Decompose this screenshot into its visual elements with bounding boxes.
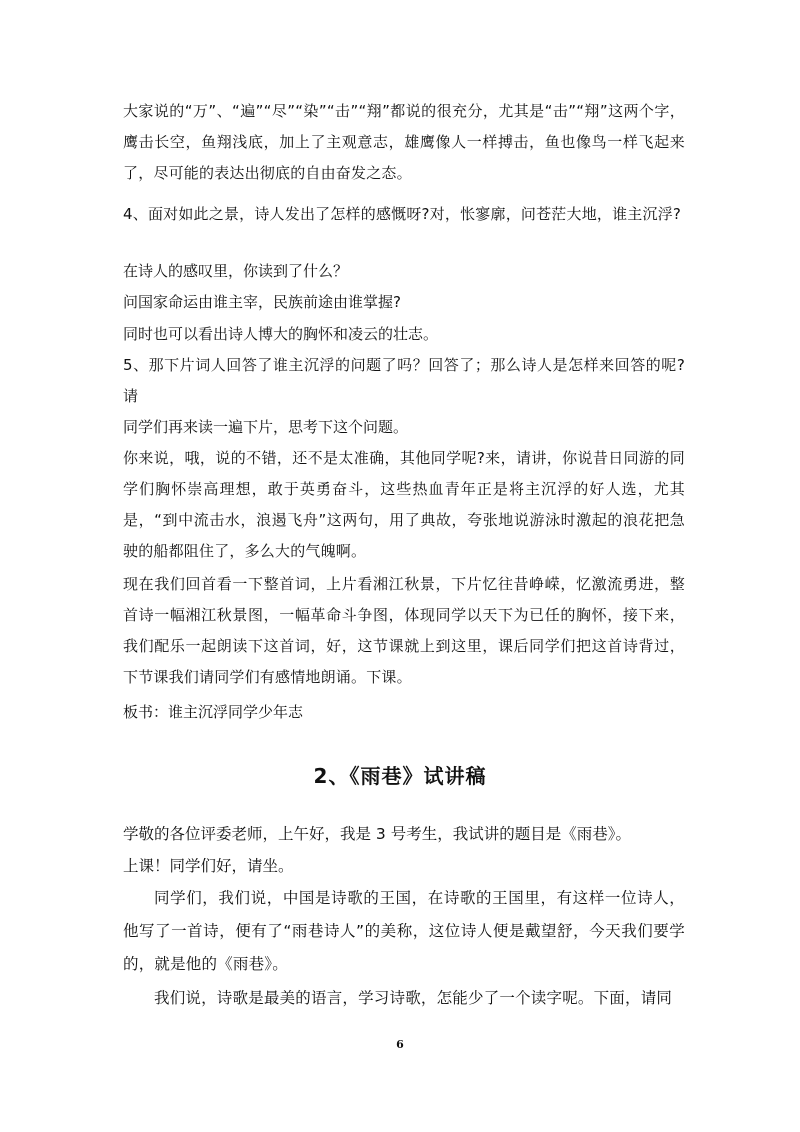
paragraph-what-read: 在诗人的感叹里，你读到了什么？	[123, 262, 349, 280]
paragraph-question-4: 4、面对如此之景，诗人发出了怎样的感慨呀?对，怅寥廓，问苍茫大地，谁主沉浮?	[123, 205, 682, 223]
page-number: 6	[396, 1038, 404, 1051]
paragraph-blackboard: 板书：谁主沉浮同学少年志	[123, 703, 304, 721]
paragraph-greeting: 学敬的各位评委老师，上午好，我是 3 号考生，我试讲的题目是《雨巷》。	[123, 825, 631, 843]
paragraph-summary: 现在我们回首看一下整首词，上片看湘江秋景，下片忆往昔峥嵘，忆激流勇进，整首诗一幅湘江秋景图，一幅革命斗争图，体现同学以天下为已任的胸怀，接下来，我们配乐一起朗读下这首词，好，这节课就上到这里，课后同学们把这首诗背过，下节课我们请同学们有感情地朗诵。下课。	[123, 575, 685, 686]
paragraph-question-5: 5、那下片词人回答了谁主沉浮的问题了吗？回答了；那么诗人是怎样来回答的呢?请	[123, 356, 685, 405]
section-heading: 2、《雨巷》试讲稿	[313, 764, 487, 788]
paragraph-ambition: 同时也可以看出诗人博大的胸怀和凌云的壮志。	[123, 325, 439, 343]
paragraph-country-fate: 问国家命运由谁主宰，民族前途由谁掌握?	[123, 293, 401, 311]
paragraph-class-start: 上课！同学们好，请坐。	[123, 857, 294, 875]
paragraph-student-answer: 你来说，哦，说的不错，还不是太准确，其他同学呢?来，请讲，你说昔日同游的同学们胸怀崇高理想，敢于英勇奋斗，这些热血青年正是将主沉浮的好人选，尤其是，“到中流击水，浪遏飞舟”这两句，用了典故，夸张地说游泳时激起的浪花把急驶的船都阻住了，多么大的气魄啊。	[123, 449, 685, 560]
paragraph-introduction: 同学们，我们说，中国是诗歌的王国，在诗歌的王国里，有这样一位诗人，他写了一首诗，便有了“雨巷诗人”的美称，这位诗人便是戴望舒，今天我们要学的，就是他的《雨巷》。	[123, 889, 685, 973]
paragraph-reading: 我们说，诗歌是最美的语言，学习诗歌，怎能少了一个读字呢。下面，请同	[154, 989, 673, 1007]
paragraph-read-again: 同学们再来读一遍下片，思考下这个问题。	[123, 418, 409, 436]
paragraph-ji-xiang: 大家说的“万”、“遍”“尽”“染”“击”“翔”都说的很充分，尤其是“击”“翔”这两个字，鹰击长空，鱼翔浅底，加上了主观意志，雄鹰像人一样搏击，鱼也像鸟一样飞起来了，尽可能的表达出彻底的自由奋发之态。	[123, 102, 685, 182]
